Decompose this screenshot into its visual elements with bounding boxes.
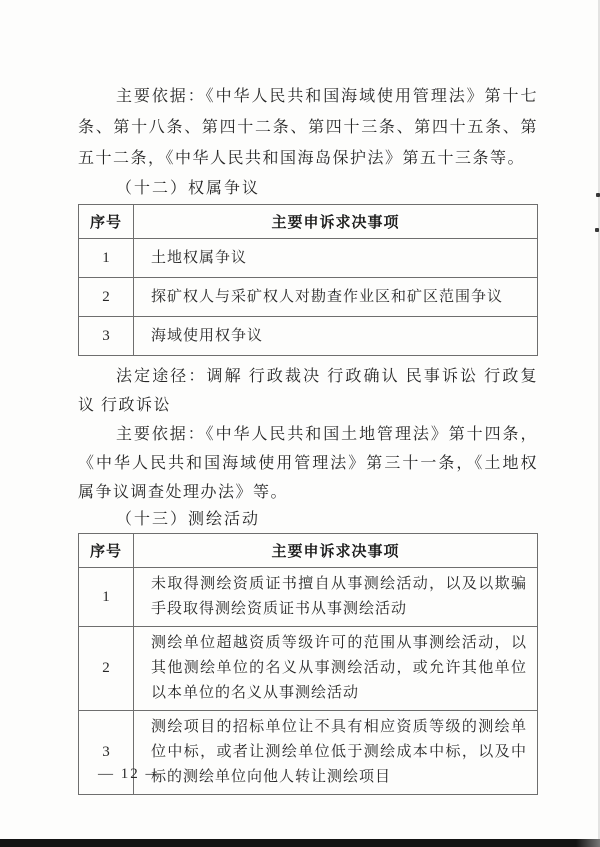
table-row (79, 317, 538, 356)
item-cell: 测绘单位超越资质等级许可的范围从事测绘活动，以其他测绘单位的名义从事测绘活动，或允许其他单位以本单位的名义从事测绘活动 (134, 627, 538, 711)
row-number-cell: 3 (79, 317, 134, 356)
row-number-cell: 3 (79, 711, 134, 795)
column-header-item: 主要申诉求决事项 (134, 205, 538, 239)
page-number: — 12 — (98, 766, 163, 782)
table-header-row (79, 534, 538, 568)
scan-bottom-edge (0, 839, 600, 847)
row-number-cell: 2 (79, 278, 134, 317)
item-cell: 土地权属争议 (134, 239, 538, 278)
paragraph-legal-channels: 法定途径：调解 行政裁决 行政确认 民事诉讼 行政复议 行政诉讼 (78, 368, 538, 414)
table-row (79, 239, 538, 278)
column-header-item: 主要申诉求决事项 (134, 534, 538, 568)
item-cell: 测绘项目的招标单位让不具有相应资质等级的测绘单位中标，或者让测绘单位低于测绘成本中标，以及中标的测绘单位向他人转让测绘项目 (134, 711, 538, 795)
table-row (79, 278, 538, 317)
row-number-cell: 1 (79, 568, 134, 627)
table-header-row (79, 205, 538, 239)
document-content (78, 81, 538, 795)
table-row (79, 568, 538, 627)
section-13-heading: （十三）测绘活动 (116, 511, 261, 528)
paragraph-intro-legal-basis: 主要依据：《中华人民共和国海域使用管理法》第十七条、第十八条、第四十二条、第四十三条、第四十五条、第五十二条，《中华人民共和国海岛保护法》第五十三条等。 (78, 88, 538, 167)
column-header-number: 序号 (79, 205, 134, 239)
row-number-cell: 2 (79, 627, 134, 711)
item-cell: 探矿权人与采矿权人对勘查作业区和矿区范围争议 (134, 278, 538, 317)
section-13-table (78, 533, 538, 795)
table-row (79, 627, 538, 711)
paragraph-legal-basis: 主要依据：《中华人民共和国土地管理法》第十四条，《中华人民共和国海域使用管理法》第三十一条，《土地权属争议调查处理办法》等。 (78, 426, 538, 501)
item-cell: 海域使用权争议 (134, 317, 538, 356)
section-12-heading: （十二）权属争议 (116, 180, 261, 197)
item-cell: 未取得测绘资质证书擅自从事测绘活动，以及以欺骗手段取得测绘资质证书从事测绘活动 (134, 568, 538, 627)
column-header-number: 序号 (79, 534, 134, 568)
section-12-table (78, 204, 538, 356)
row-number-cell: 1 (79, 239, 134, 278)
